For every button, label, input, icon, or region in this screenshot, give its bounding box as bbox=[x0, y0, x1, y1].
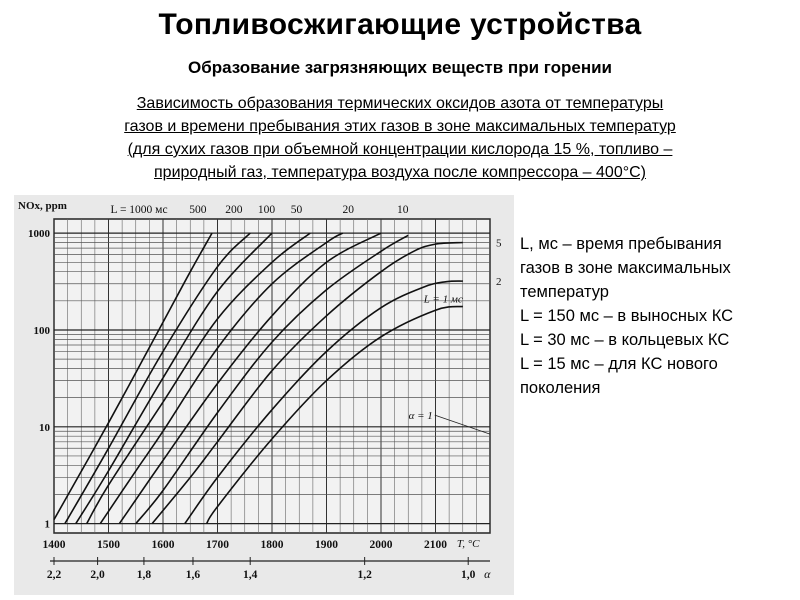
x-tick-label: 1700 bbox=[206, 539, 229, 551]
legend-line: температур bbox=[520, 283, 609, 301]
description-line: природный газ, температура воздуха после компрессора – 400°C) bbox=[154, 164, 646, 181]
y-tick-label: 100 bbox=[33, 324, 50, 337]
curve-label-top: 200 bbox=[225, 204, 243, 216]
nox-chart bbox=[14, 195, 514, 595]
curve-label-top: 50 bbox=[290, 204, 303, 216]
legend-line: L = 30 мс – в кольцевых КС bbox=[520, 331, 730, 349]
curve-label-top: 20 bbox=[342, 204, 355, 216]
curve-label-top: 10 bbox=[397, 204, 409, 216]
alpha-tick-label: 1,0 bbox=[461, 569, 476, 581]
curve-label-top: 100 bbox=[257, 204, 276, 216]
y-tick-label: 1000 bbox=[28, 228, 50, 241]
alpha-tick-label: 2,0 bbox=[90, 569, 105, 581]
legend-line: L, мс – время пребывания bbox=[520, 235, 722, 253]
description-line: газов и времени пребывания этих газов в зоне максимальных температур bbox=[124, 118, 676, 135]
chart-description bbox=[40, 92, 760, 184]
y-axis-label: NOx, ppm bbox=[18, 200, 67, 212]
x-tick-label: 1400 bbox=[42, 539, 66, 551]
legend-line: поколения bbox=[520, 379, 601, 397]
curve-label-right: L = 1 мс bbox=[423, 293, 463, 306]
alpha-tick-label: 2,2 bbox=[46, 569, 62, 581]
alpha-tick-label: 1,6 bbox=[185, 569, 201, 581]
nox-chart-svg bbox=[14, 195, 514, 595]
x-tick-label: 1600 bbox=[151, 539, 175, 551]
curve-label-right: 5 bbox=[496, 237, 502, 250]
curve-label-top: L = 1000 мс bbox=[110, 204, 168, 216]
residence-time-legend bbox=[520, 232, 790, 400]
page-subtitle: Образование загрязняющих веществ при горении bbox=[187, 58, 612, 77]
y-tick-label: 10 bbox=[39, 421, 50, 434]
legend-line: газов в зоне максимальных bbox=[520, 259, 731, 277]
alpha-tick-label: 1,2 bbox=[357, 569, 372, 581]
x-tick-label: 2000 bbox=[369, 539, 393, 551]
x-axis-label: T, °C bbox=[456, 538, 480, 550]
description-line: Зависимость образования термических оксидов азота от температуры bbox=[136, 95, 664, 112]
x-tick-label: 1800 bbox=[260, 539, 284, 551]
chart-grid bbox=[54, 219, 490, 533]
description-line: (для сухих газов при объемной концентрации кислорода 15 %, топливо – bbox=[127, 141, 673, 158]
page-title: Топливосжигающие устройства bbox=[158, 8, 642, 41]
alpha-tick-label: 1,4 bbox=[243, 569, 258, 581]
curve-label-top: 500 bbox=[189, 204, 207, 216]
legend-line: L = 15 мс – для КС нового bbox=[520, 355, 718, 373]
curve-label-right: 2 bbox=[496, 276, 502, 289]
alpha-axis-label: α bbox=[484, 567, 491, 581]
x-tick-label: 2100 bbox=[424, 539, 447, 551]
x-tick-label: 1500 bbox=[97, 539, 120, 551]
alpha-tick-label: 1,8 bbox=[136, 569, 152, 581]
x-tick-label: 1900 bbox=[315, 539, 338, 551]
legend-line: L = 150 мс – в выносных КС bbox=[520, 307, 734, 325]
y-tick-label: 1 bbox=[44, 518, 50, 531]
alpha-annotation: α = 1 bbox=[408, 410, 433, 423]
